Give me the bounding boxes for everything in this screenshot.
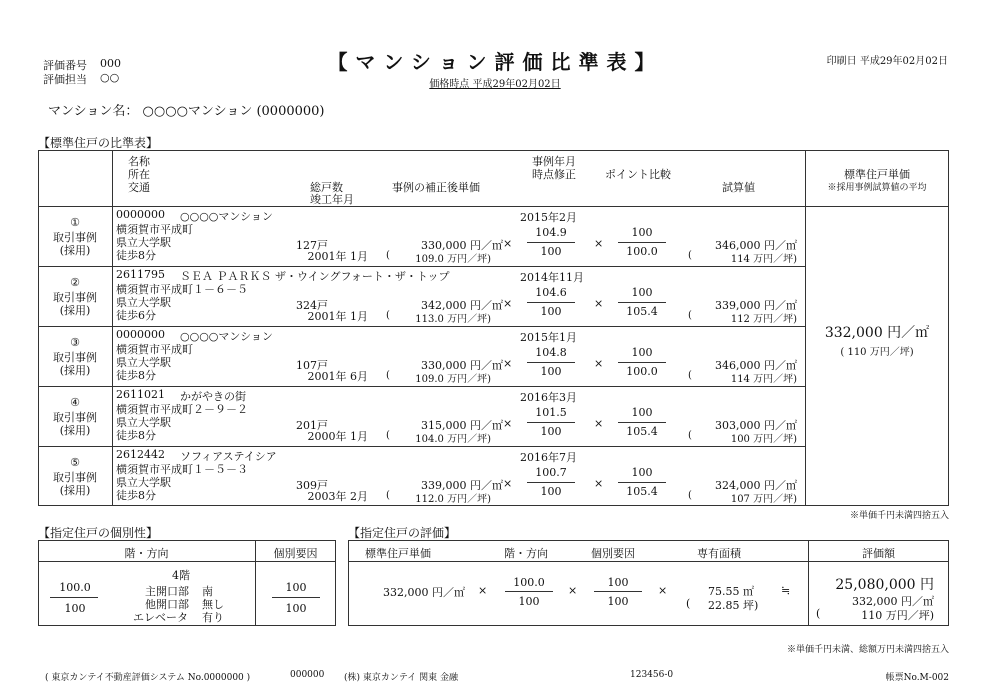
case-price: 339,000 円／㎡ <box>421 479 503 492</box>
point-num: 100 <box>631 286 653 299</box>
case-ym: 2016年3月 <box>520 391 577 404</box>
case-adoption: (採用) <box>59 244 91 257</box>
eval-h-value: 評価額 <box>862 547 895 560</box>
eval-h-floor: 階・方向 <box>504 547 548 560</box>
case-kind: 取引事例 <box>53 351 97 364</box>
times-sign: × <box>503 297 513 310</box>
case-code: 0000000 <box>116 208 165 221</box>
indiv-h-factor: 個別要因 <box>273 547 318 560</box>
case-price-tsubo: 113.0 万円／坪) <box>415 314 491 325</box>
case-station: 県立大学駅 <box>116 476 171 489</box>
eval-area-paren: ( <box>686 597 691 610</box>
eval-std-price: 332,000 円／㎡ <box>383 586 465 599</box>
point-den: 100.0 <box>626 365 658 378</box>
price-paren: ( <box>386 490 390 501</box>
case-units: 324戸 <box>296 299 328 312</box>
trial-tsubo: 114 万円／坪) <box>730 254 797 265</box>
h-case-ym: 事例年月 <box>532 155 576 168</box>
indiv-h-floor: 階・方向 <box>124 547 169 560</box>
eval-no-label: 評価番号 <box>43 59 87 72</box>
case-price-tsubo: 109.0 万円／坪) <box>415 254 491 265</box>
main-opening-value: 南 <box>202 585 213 598</box>
page-title: 【マンション評価比準表】 <box>327 50 663 74</box>
time-den: 100 <box>540 245 562 258</box>
times-sign: × <box>503 477 513 490</box>
trial-tsubo: 107 万円／坪) <box>730 494 797 505</box>
time-den: 100 <box>540 485 562 498</box>
print-date: 印刷日 平成29年02月02日 <box>826 56 948 67</box>
point-num: 100 <box>631 226 653 239</box>
fraction-line <box>527 302 575 303</box>
fraction-line <box>618 242 666 243</box>
fraction-line <box>527 242 575 243</box>
eval-times-3: × <box>658 584 668 597</box>
trial-value: 303,000 円／㎡ <box>715 419 797 432</box>
case-price: 330,000 円／㎡ <box>421 359 503 372</box>
case-ym: 2015年2月 <box>520 211 577 224</box>
case-ym: 2015年1月 <box>520 331 577 344</box>
case-number: ③ <box>70 336 80 349</box>
h-name: 名称 <box>128 155 150 168</box>
std-unit-price: 332,000 円／㎡ <box>824 325 930 341</box>
case-units: 127戸 <box>296 239 328 252</box>
trial-value: 346,000 円／㎡ <box>715 359 797 372</box>
point-num: 100 <box>631 406 653 419</box>
std-section-title: 【標準住戸の比準表】 <box>38 136 159 150</box>
time-den: 100 <box>540 305 562 318</box>
trial-paren: ( <box>688 490 692 501</box>
eval-no: 000 <box>100 57 121 70</box>
h-built: 竣工年月 <box>310 193 354 206</box>
case-number: ⑤ <box>70 456 80 469</box>
trial-paren: ( <box>688 310 692 321</box>
indiv-frac-den: 100 <box>64 602 86 615</box>
case-station: 県立大学駅 <box>116 296 171 309</box>
case-walk: 徒歩8分 <box>116 369 156 382</box>
case-address: 横須賀市平成町 <box>116 223 193 236</box>
case-units: 201戸 <box>296 419 328 432</box>
point-num: 100 <box>631 466 653 479</box>
trial-paren: ( <box>688 370 692 381</box>
h-trial-value: 試算値 <box>722 181 755 194</box>
eval-times-1: × <box>478 584 488 597</box>
eval-approx: ≒ <box>781 584 791 597</box>
indiv-section-title: 【指定住戸の個別性】 <box>38 526 159 540</box>
fraction-line <box>618 482 666 483</box>
point-den: 100.0 <box>626 245 658 258</box>
time-num: 104.6 <box>535 286 567 299</box>
eval-note: ※単価千円未満、総額万円未満四捨五入 <box>786 645 949 655</box>
h-time-correction: 時点修正 <box>532 168 576 181</box>
point-den: 105.4 <box>626 425 658 438</box>
case-price-tsubo: 112.0 万円／坪) <box>415 494 491 505</box>
case-name: ＳＥＡ ＰＡＲＫＳ ザ・ウイングフォート・ザ・トップ <box>180 270 450 283</box>
case-price-tsubo: 104.0 万円／坪) <box>415 434 491 445</box>
eval-staff: ○○ <box>100 71 120 84</box>
times-sign: × <box>503 357 513 370</box>
h-std-price: 標準住戸単価 <box>844 168 910 181</box>
case-kind: 取引事例 <box>53 471 97 484</box>
case-price-tsubo: 109.0 万円／坪) <box>415 374 491 385</box>
case-built: 2001年 1月 <box>307 310 368 323</box>
case-name: ソフィアステイシア <box>180 450 277 463</box>
times-sign: × <box>503 417 513 430</box>
case-adoption: (採用) <box>59 304 91 317</box>
fraction-line <box>527 482 575 483</box>
case-units: 309戸 <box>296 479 328 492</box>
std-note: ※単価千円未満四捨五入 <box>849 511 949 521</box>
indiv-frac-num: 100.0 <box>59 581 91 594</box>
case-code: 2612442 <box>116 448 165 461</box>
mansion-name: マンション名： ○○○○マンション (0000000) <box>48 104 325 119</box>
case-name: かがやきの街 <box>180 390 246 403</box>
price-paren: ( <box>386 310 390 321</box>
case-kind: 取引事例 <box>53 411 97 424</box>
case-adoption: (採用) <box>59 364 91 377</box>
eval-unit-price: 332,000 円／㎡ <box>852 595 934 608</box>
time-den: 100 <box>540 425 562 438</box>
fraction-line <box>618 302 666 303</box>
times-sign: × <box>594 477 604 490</box>
trial-value: 324,000 円／㎡ <box>715 479 797 492</box>
case-price: 330,000 円／㎡ <box>421 239 503 252</box>
case-name: ○○○○マンション <box>180 330 273 343</box>
footer-company: (株) 東京カンテイ 関東 金融 <box>344 673 458 683</box>
case-number: ④ <box>70 396 80 409</box>
other-opening-value: 無し <box>202 598 224 611</box>
eval-area-tsubo: 22.85 坪) <box>708 599 759 612</box>
time-num: 100.7 <box>535 466 567 479</box>
price-paren: ( <box>386 430 390 441</box>
fraction-line <box>618 422 666 423</box>
times-sign: × <box>594 357 604 370</box>
fraction-line <box>618 362 666 363</box>
case-walk: 徒歩6分 <box>116 309 156 322</box>
h-corrected-price: 事例の補正後単価 <box>392 181 480 194</box>
eval-unit-tsubo: 110 万円／坪) <box>861 609 934 622</box>
case-code: 2611021 <box>116 388 165 401</box>
footer-system: ( 東京カンテイ不動産評価システム No.0000000 ) <box>45 673 251 683</box>
footer-code2: 123456-0 <box>630 670 674 680</box>
case-kind: 取引事例 <box>53 231 97 244</box>
case-ym: 2016年7月 <box>520 451 577 464</box>
trial-value: 346,000 円／㎡ <box>715 239 797 252</box>
time-num: 104.9 <box>535 226 567 239</box>
footer-code1: 000000 <box>290 670 325 680</box>
eval-factor-den: 100 <box>607 595 629 608</box>
trial-paren: ( <box>688 430 692 441</box>
case-name: ○○○○マンション <box>180 210 273 223</box>
eval-factor-num: 100 <box>607 576 629 589</box>
indiv-factor-den: 100 <box>285 602 307 615</box>
case-price: 342,000 円／㎡ <box>421 299 503 312</box>
case-number: ① <box>70 216 80 229</box>
trial-tsubo: 100 万円／坪) <box>730 434 797 445</box>
case-walk: 徒歩8分 <box>116 429 156 442</box>
case-code: 0000000 <box>116 328 165 341</box>
h-units: 総戸数 <box>310 181 343 194</box>
case-number: ② <box>70 276 80 289</box>
time-den: 100 <box>540 365 562 378</box>
times-sign: × <box>503 237 513 250</box>
h-location: 所在 <box>128 168 150 181</box>
eval-h-area: 専有面積 <box>697 547 741 560</box>
eval-h-std: 標準住戸単価 <box>365 547 431 560</box>
h-traffic: 交通 <box>128 181 150 194</box>
times-sign: × <box>594 417 604 430</box>
eval-h-factor: 個別要因 <box>591 547 635 560</box>
case-address: 横須賀市平成町１－６－５ <box>116 283 248 296</box>
case-built: 2001年 1月 <box>307 250 368 263</box>
times-sign: × <box>594 237 604 250</box>
case-adoption: (採用) <box>59 484 91 497</box>
eval-times-2: × <box>568 584 578 597</box>
trial-value: 339,000 円／㎡ <box>715 299 797 312</box>
case-built: 2001年 6月 <box>307 370 368 383</box>
footer-form-no: 帳票No.M-002 <box>885 673 949 683</box>
std-unit-price-tsubo: ( 110 万円／坪) <box>840 347 914 358</box>
point-den: 105.4 <box>626 305 658 318</box>
case-walk: 徒歩8分 <box>116 249 156 262</box>
other-opening-label: 他開口部 <box>145 598 189 611</box>
main-opening-label: 主開口部 <box>145 585 189 598</box>
indiv-factor-num: 100 <box>285 581 307 594</box>
price-paren: ( <box>386 370 390 381</box>
case-built: 2003年 2月 <box>307 490 368 503</box>
price-paren: ( <box>386 250 390 261</box>
eval-area: 75.55 ㎡ <box>708 585 754 598</box>
elevator-value: 有り <box>202 611 224 624</box>
point-den: 105.4 <box>626 485 658 498</box>
elevator-label: エレベータ <box>133 611 188 624</box>
price-point: 価格時点 平成29年02月02日 <box>429 79 561 90</box>
point-num: 100 <box>631 346 653 359</box>
case-built: 2000年 1月 <box>307 430 368 443</box>
eval-value: 25,080,000 円 <box>835 577 934 593</box>
case-kind: 取引事例 <box>53 291 97 304</box>
h-point-compare: ポイント比較 <box>605 168 671 181</box>
case-address: 横須賀市平成町 <box>116 343 193 356</box>
eval-staff-label: 評価担当 <box>43 73 87 86</box>
eval-floor-den: 100 <box>518 595 540 608</box>
case-price: 315,000 円／㎡ <box>421 419 503 432</box>
fraction-line <box>527 362 575 363</box>
eval-section-title: 【指定住戸の評価】 <box>348 526 457 540</box>
case-station: 県立大学駅 <box>116 356 171 369</box>
fraction-line <box>527 422 575 423</box>
case-address: 横須賀市平成町２－９－２ <box>116 403 248 416</box>
case-code: 2611795 <box>116 268 165 281</box>
indiv-floor: 4階 <box>172 569 190 582</box>
case-station: 県立大学駅 <box>116 236 171 249</box>
case-address: 横須賀市平成町１－５－３ <box>116 463 248 476</box>
case-walk: 徒歩8分 <box>116 489 156 502</box>
eval-floor-num: 100.0 <box>513 576 545 589</box>
h-std-note: ※採用事例試算値の平均 <box>827 183 927 193</box>
trial-paren: ( <box>688 250 692 261</box>
time-num: 104.8 <box>535 346 567 359</box>
case-adoption: (採用) <box>59 424 91 437</box>
trial-tsubo: 112 万円／坪) <box>730 314 797 325</box>
time-num: 101.5 <box>535 406 567 419</box>
case-units: 107戸 <box>296 359 328 372</box>
times-sign: × <box>594 297 604 310</box>
case-station: 県立大学駅 <box>116 416 171 429</box>
eval-unit-paren: ( <box>816 607 821 620</box>
trial-tsubo: 114 万円／坪) <box>730 374 797 385</box>
case-ym: 2014年11月 <box>520 271 584 284</box>
